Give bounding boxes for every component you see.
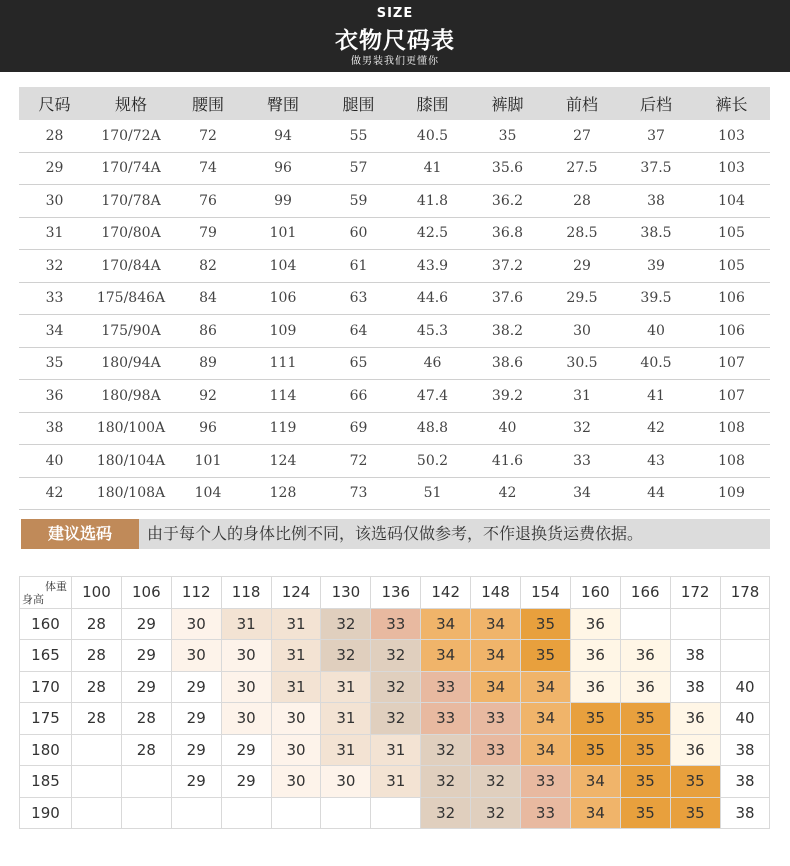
weight-header-cell: 130 <box>321 577 371 609</box>
grid-row <box>20 640 770 672</box>
size-header-cell: 膝围 <box>395 87 470 120</box>
table-cell: 180/94A <box>90 347 172 380</box>
table-cell: 180/100A <box>90 412 172 445</box>
size-suggestion-cell: 34 <box>471 608 521 640</box>
table-row <box>19 185 770 218</box>
size-suggestion-cell <box>271 797 321 829</box>
size-suggestion-cell: 38 <box>670 671 720 703</box>
size-suggestion-cell: 38 <box>720 766 770 798</box>
table-cell: 36.8 <box>470 217 545 250</box>
size-suggestion-cell <box>121 797 171 829</box>
table-cell: 86 <box>172 315 244 348</box>
table-cell: 37.2 <box>470 250 545 283</box>
table-cell: 28 <box>545 185 619 218</box>
table-cell: 170/80A <box>90 217 172 250</box>
table-cell: 63 <box>322 282 395 315</box>
size-table-header <box>19 87 770 120</box>
table-cell: 50.2 <box>395 445 470 478</box>
grid-row <box>20 608 770 640</box>
size-suggestion-cell: 30 <box>221 640 271 672</box>
grid-header-row <box>20 577 770 609</box>
table-cell: 76 <box>172 185 244 218</box>
size-suggestion-cell: 32 <box>421 734 471 766</box>
size-suggestion-cell: 30 <box>321 766 371 798</box>
size-suggestion-cell <box>720 640 770 672</box>
size-suggestion-cell: 30 <box>221 671 271 703</box>
header-banner <box>0 0 790 72</box>
table-cell: 119 <box>244 412 322 445</box>
weight-header-cell: 154 <box>521 577 571 609</box>
table-cell: 31 <box>19 217 90 250</box>
table-cell: 180/104A <box>90 445 172 478</box>
size-suggestion-cell <box>171 797 221 829</box>
table-cell: 72 <box>172 120 244 152</box>
size-suggestion-cell: 38 <box>720 797 770 829</box>
table-cell: 175/90A <box>90 315 172 348</box>
table-cell: 37.6 <box>470 282 545 315</box>
grid-row <box>20 734 770 766</box>
corner-weight-label: 体重 <box>45 580 67 593</box>
grid-corner-cell <box>20 577 72 609</box>
header-subtitle: 做男装我们更懂你 <box>351 56 439 67</box>
size-suggestion-cell <box>321 797 371 829</box>
size-suggestion-cell: 40 <box>720 703 770 735</box>
size-suggestion-cell <box>221 797 271 829</box>
size-suggestion-cell: 32 <box>471 797 521 829</box>
table-cell: 39.2 <box>470 380 545 413</box>
size-suggestion-cell: 36 <box>670 734 720 766</box>
size-suggestion-cell: 36 <box>670 703 720 735</box>
table-row <box>19 445 770 478</box>
table-cell: 82 <box>172 250 244 283</box>
table-cell: 92 <box>172 380 244 413</box>
table-cell: 29.5 <box>545 282 619 315</box>
weight-header-cell: 148 <box>471 577 521 609</box>
table-cell: 43.9 <box>395 250 470 283</box>
size-suggestion-cell <box>72 734 122 766</box>
table-cell: 84 <box>172 282 244 315</box>
size-header-cell: 规格 <box>90 87 172 120</box>
table-cell: 96 <box>244 152 322 185</box>
size-suggestion-cell: 40 <box>720 671 770 703</box>
size-suggestion-cell <box>121 766 171 798</box>
table-cell: 64 <box>322 315 395 348</box>
table-cell: 103 <box>693 152 770 185</box>
table-cell: 103 <box>693 120 770 152</box>
size-suggestion-cell: 36 <box>620 671 670 703</box>
weight-header-cell: 136 <box>371 577 421 609</box>
table-cell: 30 <box>19 185 90 218</box>
size-suggestion-cell: 29 <box>171 703 221 735</box>
page-title: 衣物尺码表 <box>335 28 455 54</box>
size-suggestion-cell: 28 <box>72 671 122 703</box>
table-cell: 38.6 <box>470 347 545 380</box>
table-cell: 38.5 <box>619 217 693 250</box>
table-cell: 59 <box>322 185 395 218</box>
table-cell: 42 <box>619 412 693 445</box>
table-cell: 108 <box>693 445 770 478</box>
table-cell: 108 <box>693 412 770 445</box>
size-suggestion-cell: 29 <box>221 766 271 798</box>
grid-row <box>20 703 770 735</box>
table-cell: 38.2 <box>470 315 545 348</box>
size-suggestion-cell: 35 <box>620 734 670 766</box>
size-suggestion-cell: 35 <box>620 703 670 735</box>
table-cell: 45.3 <box>395 315 470 348</box>
size-suggestion-cell: 35 <box>521 640 571 672</box>
size-suggestion-cell: 33 <box>521 766 571 798</box>
table-cell: 40.5 <box>395 120 470 152</box>
table-cell: 40.5 <box>619 347 693 380</box>
height-header-cell: 165 <box>20 640 72 672</box>
size-suggestion-cell: 31 <box>321 671 371 703</box>
size-header-cell: 裤脚 <box>470 87 545 120</box>
table-cell: 94 <box>244 120 322 152</box>
weight-header-cell: 124 <box>271 577 321 609</box>
table-row <box>19 315 770 348</box>
size-suggestion-cell: 29 <box>171 671 221 703</box>
height-header-cell: 180 <box>20 734 72 766</box>
size-suggestion-cell: 36 <box>570 671 620 703</box>
table-cell: 104 <box>693 185 770 218</box>
table-cell: 38 <box>619 185 693 218</box>
table-cell: 105 <box>693 217 770 250</box>
size-suggestion-cell: 35 <box>670 766 720 798</box>
table-cell: 33 <box>19 282 90 315</box>
size-suggestion-cell: 29 <box>171 766 221 798</box>
size-suggestion-cell: 34 <box>521 734 571 766</box>
table-cell: 128 <box>244 477 322 510</box>
size-suggestion-cell: 28 <box>121 734 171 766</box>
table-cell: 106 <box>244 282 322 315</box>
table-cell: 44.6 <box>395 282 470 315</box>
size-suggestion-cell: 34 <box>471 671 521 703</box>
table-cell: 170/74A <box>90 152 172 185</box>
size-suggestion-cell: 29 <box>121 640 171 672</box>
size-suggestion-cell: 31 <box>271 608 321 640</box>
size-suggestion-cell: 34 <box>471 640 521 672</box>
size-suggestion-cell <box>371 797 421 829</box>
table-cell: 65 <box>322 347 395 380</box>
table-cell: 57 <box>322 152 395 185</box>
size-suggestion-cell: 32 <box>371 671 421 703</box>
table-cell: 40 <box>470 412 545 445</box>
grid-row <box>20 766 770 798</box>
size-suggestion-cell <box>720 608 770 640</box>
height-header-cell: 160 <box>20 608 72 640</box>
size-suggestion-cell: 31 <box>271 671 321 703</box>
size-suggestion-cell: 30 <box>171 640 221 672</box>
size-header-cell: 腿围 <box>322 87 395 120</box>
size-suggestion-cell: 30 <box>171 608 221 640</box>
size-suggestion-cell: 30 <box>271 734 321 766</box>
size-suggestion-cell: 35 <box>620 766 670 798</box>
table-cell: 29 <box>545 250 619 283</box>
table-cell: 170/84A <box>90 250 172 283</box>
size-suggestion-cell: 33 <box>471 703 521 735</box>
size-suggestion-cell: 33 <box>371 608 421 640</box>
advice-tag: 建议选码 <box>21 519 139 549</box>
table-cell: 27.5 <box>545 152 619 185</box>
height-header-cell: 190 <box>20 797 72 829</box>
table-cell: 109 <box>693 477 770 510</box>
table-cell: 180/98A <box>90 380 172 413</box>
grid-row <box>20 797 770 829</box>
weight-header-cell: 166 <box>620 577 670 609</box>
size-suggestion-cell: 31 <box>371 734 421 766</box>
table-cell: 41.8 <box>395 185 470 218</box>
weight-header-cell: 142 <box>421 577 471 609</box>
table-cell: 89 <box>172 347 244 380</box>
size-suggestion-cell: 34 <box>570 766 620 798</box>
table-row <box>19 120 770 152</box>
weight-header-cell: 100 <box>72 577 122 609</box>
table-cell: 30.5 <box>545 347 619 380</box>
table-row <box>19 380 770 413</box>
size-suggestion-cell: 32 <box>321 608 371 640</box>
weight-header-cell: 106 <box>121 577 171 609</box>
size-suggestion-cell: 32 <box>371 703 421 735</box>
size-suggestion-cell: 38 <box>720 734 770 766</box>
size-suggestion-cell <box>670 608 720 640</box>
size-header-cell: 裤长 <box>693 87 770 120</box>
table-row <box>19 217 770 250</box>
table-cell: 36.2 <box>470 185 545 218</box>
table-cell: 40 <box>619 315 693 348</box>
table-cell: 73 <box>322 477 395 510</box>
table-cell: 35 <box>470 120 545 152</box>
header-small-title: SIZE <box>376 6 414 21</box>
weight-header-cell: 118 <box>221 577 271 609</box>
size-suggestion-cell: 29 <box>221 734 271 766</box>
table-cell: 44 <box>619 477 693 510</box>
table-cell: 29 <box>19 152 90 185</box>
size-suggestion-cell: 33 <box>471 734 521 766</box>
weight-header-cell: 172 <box>670 577 720 609</box>
table-row <box>19 152 770 185</box>
size-suggestion-cell: 30 <box>221 703 271 735</box>
size-suggestion-cell: 34 <box>521 703 571 735</box>
size-suggestion-cell: 36 <box>620 640 670 672</box>
table-cell: 38 <box>19 412 90 445</box>
size-suggestion-cell <box>620 608 670 640</box>
table-cell: 104 <box>172 477 244 510</box>
table-cell: 48.8 <box>395 412 470 445</box>
table-cell: 41 <box>619 380 693 413</box>
table-cell: 124 <box>244 445 322 478</box>
table-row <box>19 347 770 380</box>
size-suggestion-cell: 28 <box>72 640 122 672</box>
table-cell: 47.4 <box>395 380 470 413</box>
table-cell: 32 <box>19 250 90 283</box>
table-cell: 34 <box>19 315 90 348</box>
table-cell: 31 <box>545 380 619 413</box>
table-cell: 106 <box>693 315 770 348</box>
table-cell: 107 <box>693 380 770 413</box>
size-suggestion-cell: 32 <box>421 766 471 798</box>
table-cell: 96 <box>172 412 244 445</box>
table-row <box>19 477 770 510</box>
table-cell: 101 <box>244 217 322 250</box>
table-cell: 35 <box>19 347 90 380</box>
size-header-cell: 腰围 <box>172 87 244 120</box>
size-suggestion-cell: 34 <box>421 608 471 640</box>
table-cell: 79 <box>172 217 244 250</box>
table-cell: 69 <box>322 412 395 445</box>
table-cell: 37 <box>619 120 693 152</box>
table-cell: 46 <box>395 347 470 380</box>
size-suggestion-cell: 36 <box>570 640 620 672</box>
table-cell: 43 <box>619 445 693 478</box>
size-suggestion-cell: 30 <box>271 703 321 735</box>
table-cell: 170/72A <box>90 120 172 152</box>
advice-text: 由于每个人的身体比例不同，该选码仅做参考，不作退换货运费依据。 <box>147 524 644 543</box>
table-cell: 180/108A <box>90 477 172 510</box>
size-suggestion-cell: 33 <box>421 671 471 703</box>
table-cell: 99 <box>244 185 322 218</box>
table-cell: 51 <box>395 477 470 510</box>
table-cell: 106 <box>693 282 770 315</box>
table-cell: 72 <box>322 445 395 478</box>
size-suggestion-cell: 32 <box>371 640 421 672</box>
table-cell: 27 <box>545 120 619 152</box>
size-suggestion-cell: 35 <box>521 608 571 640</box>
corner-height-label: 身高 <box>22 592 44 606</box>
table-cell: 39.5 <box>619 282 693 315</box>
table-cell: 66 <box>322 380 395 413</box>
size-suggestion-cell: 29 <box>121 608 171 640</box>
size-suggestion-cell: 35 <box>620 797 670 829</box>
table-cell: 28.5 <box>545 217 619 250</box>
size-suggestion-cell: 28 <box>121 703 171 735</box>
size-suggestion-cell: 32 <box>471 766 521 798</box>
size-suggestion-cell: 28 <box>72 703 122 735</box>
table-cell: 107 <box>693 347 770 380</box>
height-header-cell: 175 <box>20 703 72 735</box>
size-suggestion-cell: 31 <box>321 703 371 735</box>
table-cell: 170/78A <box>90 185 172 218</box>
table-cell: 114 <box>244 380 322 413</box>
recommend-size-grid <box>19 576 770 829</box>
table-cell: 34 <box>545 477 619 510</box>
size-suggestion-cell: 30 <box>271 766 321 798</box>
size-header-cell: 后档 <box>619 87 693 120</box>
size-suggestion-cell: 38 <box>670 640 720 672</box>
table-cell: 37.5 <box>619 152 693 185</box>
size-suggestion-cell: 32 <box>421 797 471 829</box>
table-row <box>19 250 770 283</box>
size-suggestion-cell: 34 <box>421 640 471 672</box>
table-cell: 39 <box>619 250 693 283</box>
table-row <box>19 282 770 315</box>
height-header-cell: 185 <box>20 766 72 798</box>
size-suggestion-cell: 36 <box>570 608 620 640</box>
size-suggestion-cell: 32 <box>321 640 371 672</box>
table-cell: 28 <box>19 120 90 152</box>
table-cell: 32 <box>545 412 619 445</box>
size-suggestion-cell <box>72 766 122 798</box>
size-suggestion-cell: 31 <box>371 766 421 798</box>
table-row <box>19 412 770 445</box>
size-suggestion-cell: 34 <box>570 797 620 829</box>
size-suggestion-cell: 29 <box>121 671 171 703</box>
size-suggestion-cell: 31 <box>221 608 271 640</box>
size-suggestion-cell: 35 <box>570 734 620 766</box>
size-suggestion-cell: 28 <box>72 608 122 640</box>
size-header-cell: 臀围 <box>244 87 322 120</box>
table-cell: 30 <box>545 315 619 348</box>
table-cell: 101 <box>172 445 244 478</box>
table-cell: 61 <box>322 250 395 283</box>
weight-header-cell: 160 <box>570 577 620 609</box>
table-cell: 60 <box>322 217 395 250</box>
size-header-cell: 前档 <box>545 87 619 120</box>
table-cell: 55 <box>322 120 395 152</box>
size-suggestion-cell: 35 <box>670 797 720 829</box>
table-cell: 42.5 <box>395 217 470 250</box>
table-cell: 105 <box>693 250 770 283</box>
table-cell: 36 <box>19 380 90 413</box>
table-cell: 41.6 <box>470 445 545 478</box>
size-suggestion-cell: 31 <box>271 640 321 672</box>
size-suggestion-cell: 31 <box>321 734 371 766</box>
table-cell: 104 <box>244 250 322 283</box>
table-cell: 41 <box>395 152 470 185</box>
weight-header-cell: 178 <box>720 577 770 609</box>
height-header-cell: 170 <box>20 671 72 703</box>
grid-row <box>20 671 770 703</box>
table-cell: 109 <box>244 315 322 348</box>
table-cell: 42 <box>19 477 90 510</box>
table-cell: 35.6 <box>470 152 545 185</box>
size-suggestion-cell <box>72 797 122 829</box>
size-header-cell: 尺码 <box>19 87 90 120</box>
size-chart-table <box>19 87 770 510</box>
advice-bar <box>21 519 770 549</box>
table-cell: 33 <box>545 445 619 478</box>
table-cell: 111 <box>244 347 322 380</box>
weight-header-cell: 112 <box>171 577 221 609</box>
table-cell: 40 <box>19 445 90 478</box>
size-suggestion-cell: 29 <box>171 734 221 766</box>
table-cell: 74 <box>172 152 244 185</box>
table-cell: 175/846A <box>90 282 172 315</box>
table-cell: 42 <box>470 477 545 510</box>
size-suggestion-cell: 33 <box>521 797 571 829</box>
size-suggestion-cell: 35 <box>570 703 620 735</box>
size-suggestion-cell: 33 <box>421 703 471 735</box>
size-suggestion-cell: 34 <box>521 671 571 703</box>
